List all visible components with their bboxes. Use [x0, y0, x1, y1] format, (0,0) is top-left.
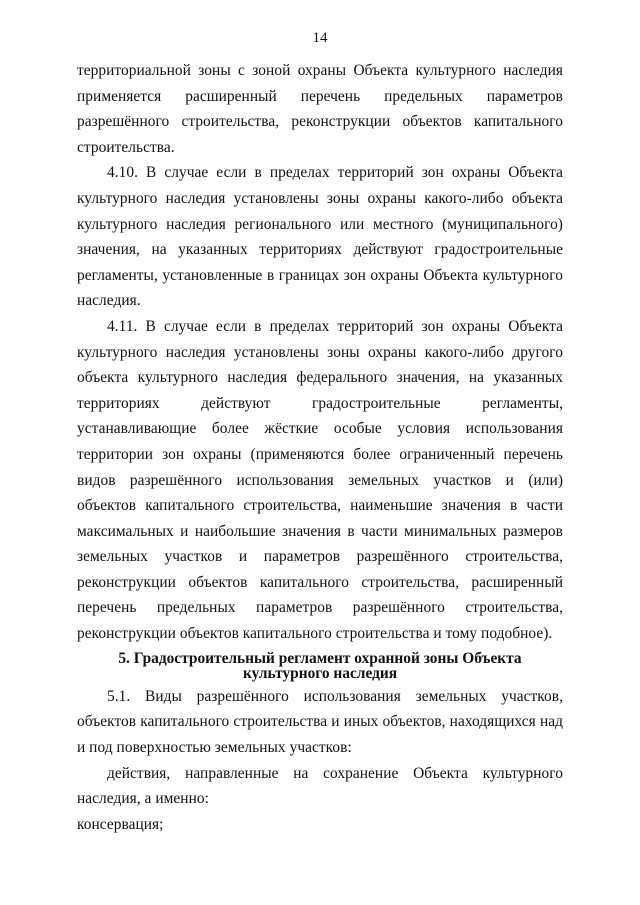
section-heading: 5. Градостроительный регламент охранной зоны Объекта культурного наследия: [118, 649, 522, 683]
paragraph-4-10: 4.10. В случае если в пределах территорий зон охраны Объекта культурного наследия установлены зоны охраны какого-либо объекта культурного наследия регионального или местного (муниципального) значения, на указанных территориях действуют градостроительные регламенты, установленные в границах зон охраны Объекта культурного наследия.: [77, 164, 563, 310]
document-body: [77, 58, 563, 837]
paragraph-actions: действия, направленные на сохранение Объекта культурного наследия, а именно:: [77, 764, 563, 808]
paragraph-5-1: 5.1. Виды разрешённого использования земельных участков, объектов капитального строительства и иных объектов, находящихся над и под поверхностью земельных участков:: [77, 687, 563, 757]
paragraph-continuation: территориальной зоны с зоной охраны Объекта культурного наследия применяется расширенный перечень предельных параметров разрешённого строительства, реконструкции объектов капитального строительства.: [77, 62, 563, 156]
page-number: 14: [312, 30, 328, 46]
paragraph-4-11: 4.11. В случае если в пределах территорий зон охраны Объекта культурного наследия установлены зоны охраны какого-либо другого объекта культурного наследия федерального значения, на указанных территориях действуют градостроительные регламенты, устанавливающие более жёсткие особые условия использования территории зон охраны (применяются более ограниченный перечень видов разрешённого использования земельных участков и (или) объектов капитального строительства, наименьшие значения в части максимальных и наибольшие значения в части минимальных размеров земельных участков и параметров разрешённого строительства, реконструкции объектов капитального строительства, расширенный перечень предельных параметров разрешённого строительства, реконструкции объектов капитального строительства и тому подобное).: [77, 317, 563, 643]
paragraph-conservation: консервация;: [77, 815, 164, 833]
